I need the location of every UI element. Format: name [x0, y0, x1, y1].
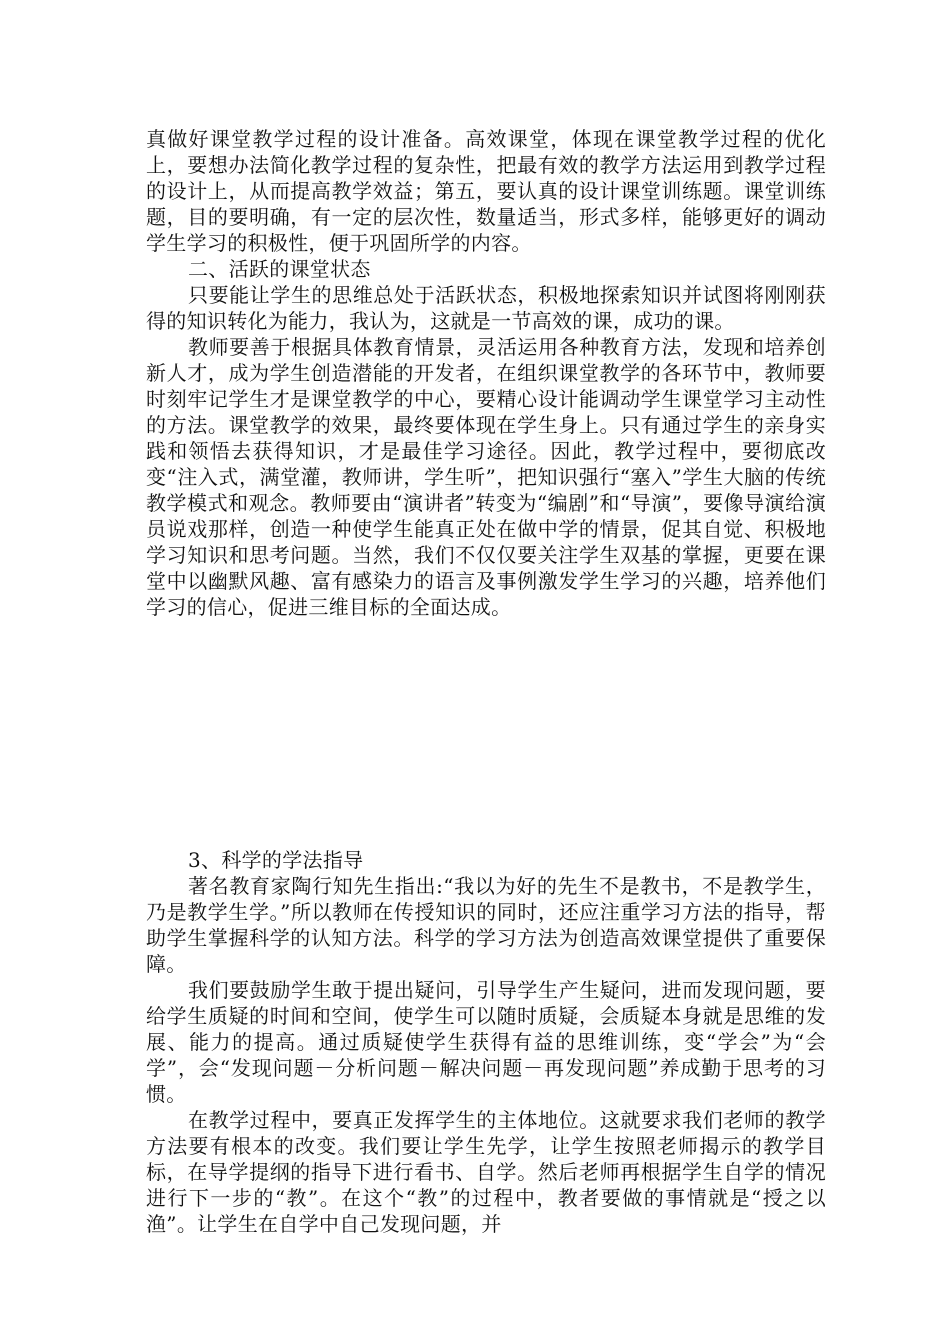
paragraph: 只要能让学生的思维总处于活跃状态，积极地探索知识并试图将刚刚获得的知识转化为能力，我认为，这就是一节高效的课，成功的课。: [146, 283, 826, 333]
paragraph: 著名教育家陶行知先生指出:“我以为好的先生不是教书，不是教学生，乃是教学生学。”所以教师在传授知识的同时，还应注重学习方法的指导，帮助学生掌握科学的认知方法。科学的学习方法为创造高效课堂提供了重要保障。: [146, 874, 826, 976]
section-heading-study-methods: 3、科学的学法指导: [188, 848, 364, 872]
section-two: [146, 847, 826, 1237]
paragraph: 在教学过程中，要真正发挥学生的主体地位。这就要求我们老师的教学方法要有根本的改变。我们要让学生先学，让学生按照老师揭示的教学目标，在导学提纲的指导下进行看书、自学。然后老师再根据学生自学的情况进行下一步的“教”。在这个“教”的过程中，教者要做的事情就是“授之以渔”。让学生在自学中自己发现问题，并: [146, 1108, 826, 1236]
paragraph: 教师要善于根据具体教育情景，灵活运用各种教育方法，发现和培养创新人才，成为学生创造潜能的开发者，在组织课堂教学的各环节中，教师要时刻牢记学生才是课堂教学的中心，要精心设计能调动学生课堂学习主动性的方法。课堂教学的效果，最终要体现在学生身上。只有通过学生的亲身实践和领悟去获得知识，才是最佳学习途径。因此，教学过程中，要彻底改变“注入式，满堂灌，教师讲，学生听”，把知识强行“塞入”学生大脑的传统教学模式和观念。教师要由“演讲者”转变为“编剧”和“导演”，要像导演给演员说戏那样，创造一种使学生能真正处在做中学的情景，促其自觉、积极地学习知识和思考问题。当然，我们不仅仅要关注学生双基的掌握，更要在课堂中以幽默风趣、富有感染力的语言及事例激发学生学习的兴趣，培养他们学习的信心，促进三维目标的全面达成。: [146, 335, 826, 619]
section-one: [146, 126, 826, 620]
section-heading-active-classroom: 二、活跃的课堂状态: [188, 257, 371, 281]
paragraph: 我们要鼓励学生敢于提出疑问，引导学生产生疑问，进而发现问题，要给学生质疑的时间和空间，使学生可以随时质疑，会质疑本身就是思维的发展、能力的提高。通过质疑使学生获得有益的思维训练，变“学会”为“会学”，会“发现问题－分析问题－解决问题－再发现问题”养成勤于思考的习惯。: [146, 978, 826, 1106]
continuation-paragraph: 真做好课堂教学过程的设计准备。高效课堂，体现在课堂教学过程的优化上，要想办法简化教学过程的复杂性，把最有效的教学方法运用到教学过程的设计上，从而提高教学效益；第五，要认真的设计课堂训练题。课堂训练题，目的要明确，有一定的层次性，数量适当，形式多样，能够更好的调动学生学习的积极性，便于巩固所学的内容。: [146, 127, 826, 255]
